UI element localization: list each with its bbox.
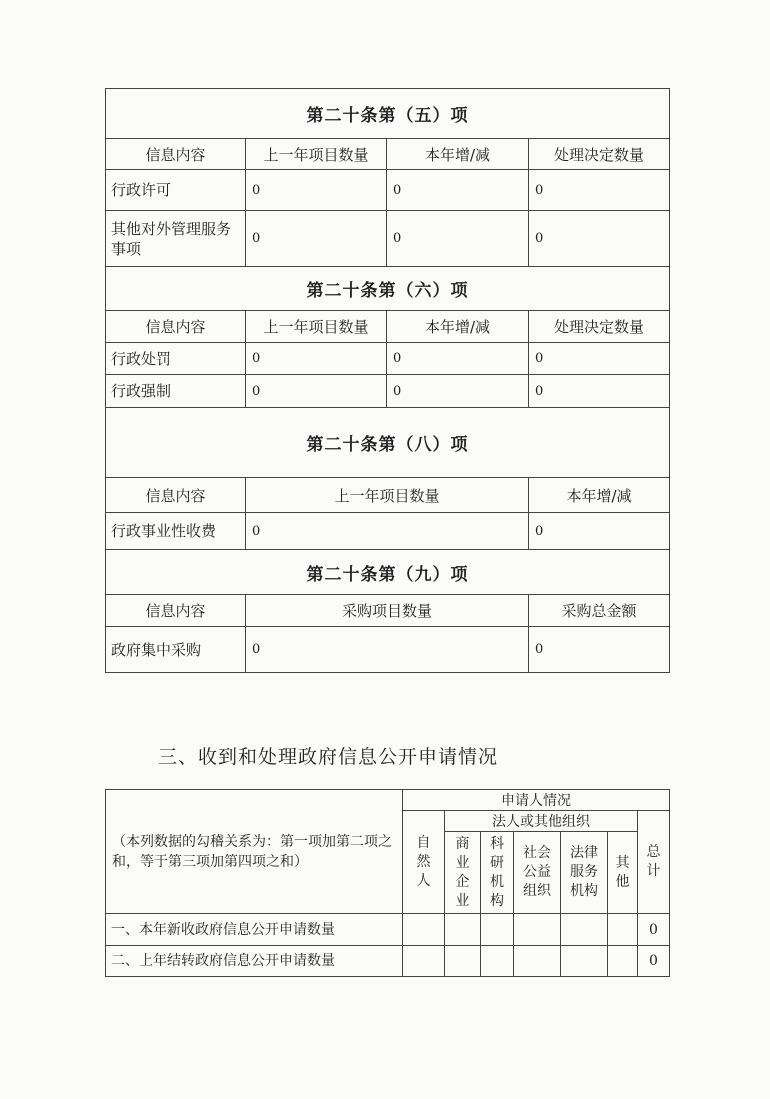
section9-title: 第二十条第（九）项: [106, 550, 670, 595]
cell-value: 0: [529, 375, 670, 408]
section5-header-change: 本年增/减: [387, 139, 529, 170]
section6-title: 第二十条第（六）项: [106, 267, 670, 311]
row-label: 政府集中采购: [106, 627, 246, 673]
org-label: 其他: [615, 854, 630, 890]
section5-title: 第二十条第（五）项: [106, 89, 670, 139]
total-value: 0: [638, 946, 670, 977]
cell-value: 0: [246, 627, 529, 673]
applicant-header: 申请人情况: [403, 790, 670, 811]
org-label: 社会公益组织: [523, 845, 551, 899]
empty-cell: [445, 914, 481, 946]
row-label: 行政处罚: [106, 343, 246, 375]
cell-value: 0: [387, 211, 529, 267]
org-header-legal-service: [561, 832, 608, 914]
empty-cell: [481, 946, 514, 977]
section6-header-content: 信息内容: [106, 311, 246, 343]
cell-value: 0: [387, 375, 529, 408]
empty-cell: [608, 946, 638, 977]
org-label: 法律服务机构: [570, 845, 598, 899]
row-label: 其他对外管理服务事项: [106, 211, 246, 267]
org-header-other: [608, 832, 638, 914]
cell-value: 0: [529, 170, 670, 211]
cell-value: 0: [529, 513, 670, 550]
section8-title: 第二十条第（八）项: [106, 408, 670, 478]
cell-value: 0: [246, 170, 387, 211]
section8-header-prev-count: 上一年项目数量: [246, 478, 529, 513]
section5-header-content: 信息内容: [106, 139, 246, 170]
org-header-public-welfare: [514, 832, 561, 914]
section9-header-content: 信息内容: [106, 595, 246, 627]
row-label: 行政强制: [106, 375, 246, 408]
org-header-research: [481, 832, 514, 914]
section6-header-decision: 处理决定数量: [529, 311, 670, 343]
empty-cell: [445, 946, 481, 977]
cell-value: 0: [529, 627, 670, 673]
section5-header-decision: 处理决定数量: [529, 139, 670, 170]
cell-value: 0: [529, 211, 670, 267]
empty-cell: [608, 914, 638, 946]
section6-header-prev-count: 上一年项目数量: [246, 311, 387, 343]
cell-value: 0: [387, 343, 529, 375]
org-label: 商业企业: [455, 835, 470, 909]
consistency-note: （本列数据的勾稽关系为：第一项加第二项之和，等于第三项加第四项之和）: [106, 790, 403, 914]
section9-header-purchase-count: 采购项目数量: [246, 595, 529, 627]
application-table: [105, 789, 670, 977]
legal-group-header: 法人或其他组织: [445, 811, 638, 832]
empty-cell: [481, 914, 514, 946]
natural-person-label: 自然人: [416, 834, 431, 889]
section9-header-purchase-amount: 采购总金额: [529, 595, 670, 627]
empty-cell: [514, 946, 561, 977]
empty-cell: [561, 914, 608, 946]
cell-value: 0: [387, 170, 529, 211]
empty-cell: [561, 946, 608, 977]
disclosure-table: [105, 88, 670, 673]
row-label: 行政许可: [106, 170, 246, 211]
cell-value: 0: [246, 375, 387, 408]
section8-header-change: 本年增/减: [529, 478, 670, 513]
empty-cell: [514, 914, 561, 946]
empty-cell: [403, 946, 445, 977]
cell-value: 0: [246, 513, 529, 550]
org-header-business: [445, 832, 481, 914]
cell-value: 0: [529, 343, 670, 375]
section-heading: 三、收到和处理政府信息公开申请情况: [158, 746, 499, 768]
cell-value: 0: [246, 211, 387, 267]
row-label: 二、上年结转政府信息公开申请数量: [106, 946, 403, 977]
row-label: 行政事业性收费: [106, 513, 246, 550]
total-label: 总计: [646, 844, 661, 879]
section6-header-change: 本年增/减: [387, 311, 529, 343]
cell-value: 0: [246, 343, 387, 375]
empty-cell: [403, 914, 445, 946]
total-value: 0: [638, 914, 670, 946]
row-label: 一、本年新收政府信息公开申请数量: [106, 914, 403, 946]
section5-header-prev-count: 上一年项目数量: [246, 139, 387, 170]
natural-person-header: [403, 811, 445, 914]
section8-header-content: 信息内容: [106, 478, 246, 513]
org-label: 科研机构: [490, 835, 504, 909]
total-header: [638, 811, 670, 914]
